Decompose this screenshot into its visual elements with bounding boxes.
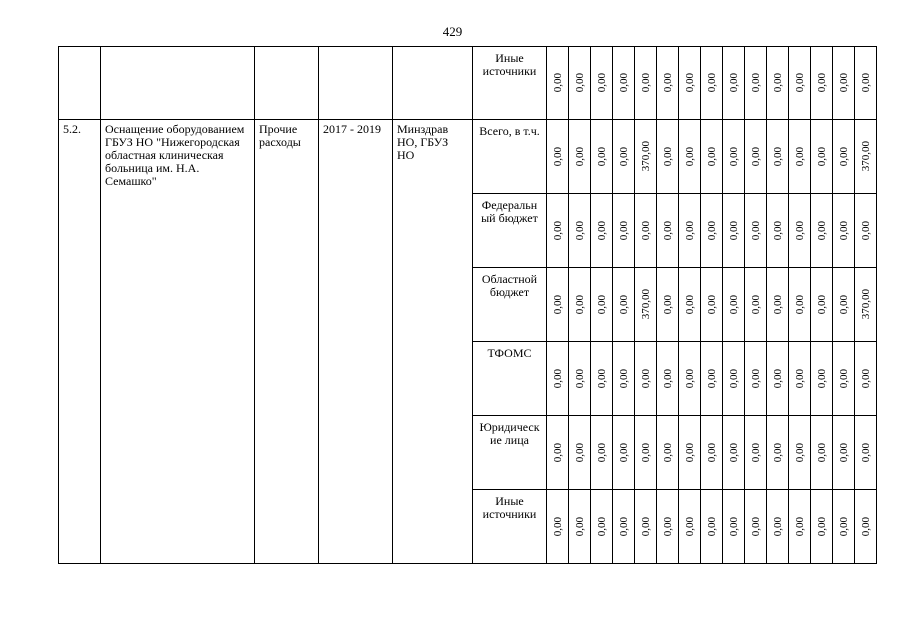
value-text: 0,00 [683,73,696,93]
value-text: 0,00 [661,73,674,93]
source-label: Областной бюджет [473,268,547,342]
value-cell [767,47,789,120]
value-cell [569,490,591,564]
number-cell-empty [59,47,101,120]
value-text: 0,00 [595,442,608,463]
source-label: Иные источники [473,47,547,120]
value-text: 0,00 [573,73,586,93]
value-text: 0,00 [749,146,762,167]
value-text: 0,00 [573,442,586,463]
value-text: 0,00 [815,294,828,315]
value-cell [591,194,613,268]
value-cell [745,490,767,564]
value-cell [657,47,679,120]
value-cell [591,490,613,564]
value-text: 0,00 [639,368,652,389]
value-text: 0,00 [661,220,674,241]
value-cell [569,268,591,342]
value-cell [679,490,701,564]
value-text: 0,00 [573,146,586,167]
value-text: 0,00 [705,294,718,315]
title-cell-empty [101,47,255,120]
value-text: 0,00 [793,73,806,93]
value-text: 370,00 [639,289,652,320]
value-text: 0,00 [617,294,630,315]
value-text: 0,00 [859,442,872,463]
value-cell [701,268,723,342]
value-cell [745,194,767,268]
page-number: 429 [442,24,463,39]
value-text: 0,00 [639,516,652,537]
value-text: 0,00 [683,220,696,241]
value-text: 0,00 [661,516,674,537]
value-text: 0,00 [859,368,872,389]
value-text: 0,00 [837,73,850,93]
value-text: 0,00 [771,220,784,241]
value-cell [723,120,745,194]
value-text: 0,00 [573,220,586,241]
value-text: 0,00 [749,220,762,241]
value-cell [855,416,877,490]
value-cell [547,342,569,416]
value-cell [591,342,613,416]
value-text: 0,00 [793,146,806,167]
value-cell [657,120,679,194]
value-cell [613,490,635,564]
value-cell [855,120,877,194]
value-text: 0,00 [573,294,586,315]
value-cell [789,194,811,268]
value-text: 0,00 [551,294,564,315]
value-text: 0,00 [617,516,630,537]
source-label: Юридическ ие лица [473,416,547,490]
value-cell [679,194,701,268]
value-text: 0,00 [705,442,718,463]
value-cell [679,47,701,120]
value-cell [569,47,591,120]
value-cell [767,342,789,416]
value-cell [833,47,855,120]
value-text: 0,00 [859,220,872,241]
value-cell [833,342,855,416]
value-text: 0,00 [837,146,850,167]
value-cell [811,194,833,268]
value-text: 0,00 [727,516,740,537]
value-cell [701,47,723,120]
value-text: 0,00 [551,368,564,389]
value-cell [701,416,723,490]
value-text: 0,00 [749,516,762,537]
value-text: 0,00 [683,294,696,315]
value-cell [591,416,613,490]
value-text: 0,00 [771,368,784,389]
value-text: 0,00 [749,442,762,463]
source-label: ТФОМС [473,342,547,416]
value-cell [591,120,613,194]
value-cell [657,490,679,564]
value-cell [833,194,855,268]
source-label: Всего, в т.ч. [473,120,547,194]
value-text: 0,00 [551,516,564,537]
value-cell [569,194,591,268]
period-cell-empty [319,47,393,120]
value-text: 0,00 [595,368,608,389]
value-text: 0,00 [595,73,608,93]
value-text: 0,00 [617,146,630,167]
value-text: 0,00 [727,294,740,315]
value-cell [855,490,877,564]
value-cell [591,47,613,120]
value-text: 0,00 [793,368,806,389]
value-text: 0,00 [683,146,696,167]
value-cell [657,194,679,268]
value-cell [723,342,745,416]
value-cell [547,47,569,120]
value-cell [657,416,679,490]
value-text: 0,00 [551,442,564,463]
value-text: 0,00 [771,73,784,93]
value-text: 0,00 [573,368,586,389]
value-cell [723,194,745,268]
value-text: 0,00 [837,294,850,315]
value-cell [767,120,789,194]
value-text: 0,00 [617,73,630,93]
value-cell [789,268,811,342]
value-cell [613,194,635,268]
value-cell [569,120,591,194]
value-cell [789,416,811,490]
value-cell [855,268,877,342]
item-number: 5.2. [59,120,101,564]
value-cell [657,268,679,342]
value-text: 0,00 [617,368,630,389]
value-cell [723,490,745,564]
value-text: 0,00 [771,294,784,315]
value-text: 0,00 [815,73,828,93]
value-text: 0,00 [859,73,872,93]
value-cell [679,268,701,342]
value-text: 370,00 [639,141,652,172]
value-cell [679,120,701,194]
value-cell [547,268,569,342]
value-text: 0,00 [749,368,762,389]
value-text: 370,00 [859,141,872,172]
value-cell [833,268,855,342]
value-text: 0,00 [815,146,828,167]
value-text: 0,00 [551,220,564,241]
value-cell [613,342,635,416]
value-text: 0,00 [793,516,806,537]
value-text: 0,00 [705,73,718,93]
value-text: 0,00 [661,294,674,315]
value-cell [701,342,723,416]
value-cell [745,120,767,194]
value-cell [811,268,833,342]
value-text: 0,00 [859,516,872,537]
value-text: 0,00 [793,220,806,241]
expense-cell-empty [255,47,319,120]
value-cell [767,490,789,564]
value-text: 370,00 [859,289,872,320]
value-cell [569,416,591,490]
value-text: 0,00 [661,146,674,167]
value-text: 0,00 [595,516,608,537]
value-text: 0,00 [815,368,828,389]
value-cell [635,47,657,120]
value-text: 0,00 [617,442,630,463]
value-cell [811,47,833,120]
value-text: 0,00 [815,442,828,463]
value-text: 0,00 [595,146,608,167]
value-cell [811,342,833,416]
value-cell [811,120,833,194]
source-label: Иные источники [473,490,547,564]
budget-table [58,46,877,564]
value-cell [613,416,635,490]
value-cell [833,490,855,564]
value-cell [855,194,877,268]
value-cell [789,490,811,564]
value-cell [811,490,833,564]
value-text: 0,00 [727,73,740,93]
value-text: 0,00 [837,442,850,463]
value-cell [701,490,723,564]
value-text: 0,00 [683,516,696,537]
value-text: 0,00 [771,516,784,537]
value-text: 0,00 [815,516,828,537]
item-expense-type: Прочие расходы [255,120,319,564]
value-cell [635,268,657,342]
value-text: 0,00 [639,73,652,93]
value-text: 0,00 [727,146,740,167]
value-text: 0,00 [727,368,740,389]
value-cell [657,342,679,416]
value-cell [767,194,789,268]
value-text: 0,00 [837,220,850,241]
value-cell [635,120,657,194]
value-cell [767,416,789,490]
value-cell [745,47,767,120]
value-cell [723,47,745,120]
value-text: 0,00 [683,442,696,463]
value-cell [613,47,635,120]
value-cell [635,194,657,268]
value-text: 0,00 [639,442,652,463]
value-cell [811,416,833,490]
value-text: 0,00 [661,368,674,389]
value-cell [789,47,811,120]
table-row [59,120,877,194]
value-cell [547,194,569,268]
value-cell [635,490,657,564]
value-cell [613,120,635,194]
value-text: 0,00 [705,516,718,537]
value-cell [679,416,701,490]
value-text: 0,00 [771,442,784,463]
value-cell [833,120,855,194]
value-cell [635,416,657,490]
value-cell [745,268,767,342]
value-text: 0,00 [705,146,718,167]
executor-cell-empty [393,47,473,120]
value-cell [855,342,877,416]
value-text: 0,00 [793,294,806,315]
value-cell [679,342,701,416]
item-period: 2017 - 2019 [319,120,393,564]
value-cell [723,268,745,342]
value-text: 0,00 [749,294,762,315]
value-cell [635,342,657,416]
value-cell [547,120,569,194]
value-cell [547,416,569,490]
item-title: Оснащение оборудованием ГБУЗ НО "Нижегородская областная клиническая больница им. Н.А. Семашко" [101,120,255,564]
value-cell [547,490,569,564]
value-cell [789,120,811,194]
value-cell [569,342,591,416]
value-text: 0,00 [705,220,718,241]
value-cell [723,416,745,490]
value-text: 0,00 [661,442,674,463]
value-text: 0,00 [793,442,806,463]
value-text: 0,00 [595,220,608,241]
value-cell [767,268,789,342]
value-text: 0,00 [683,368,696,389]
value-cell [701,120,723,194]
value-cell [591,268,613,342]
value-cell [701,194,723,268]
value-text: 0,00 [837,516,850,537]
value-text: 0,00 [749,73,762,93]
value-text: 0,00 [551,146,564,167]
value-cell [613,268,635,342]
table-row [59,47,877,120]
value-text: 0,00 [617,220,630,241]
value-cell [855,47,877,120]
value-text: 0,00 [837,368,850,389]
item-executor: Минздрав НО, ГБУЗ НО [393,120,473,564]
value-text: 0,00 [815,220,828,241]
value-text: 0,00 [771,146,784,167]
value-cell [789,342,811,416]
value-text: 0,00 [639,220,652,241]
value-text: 0,00 [705,368,718,389]
value-text: 0,00 [595,294,608,315]
value-cell [745,342,767,416]
value-text: 0,00 [727,220,740,241]
value-text: 0,00 [727,442,740,463]
value-cell [833,416,855,490]
value-text: 0,00 [573,516,586,537]
value-cell [745,416,767,490]
source-label: Федеральн ый бюджет [473,194,547,268]
value-text: 0,00 [551,73,564,93]
